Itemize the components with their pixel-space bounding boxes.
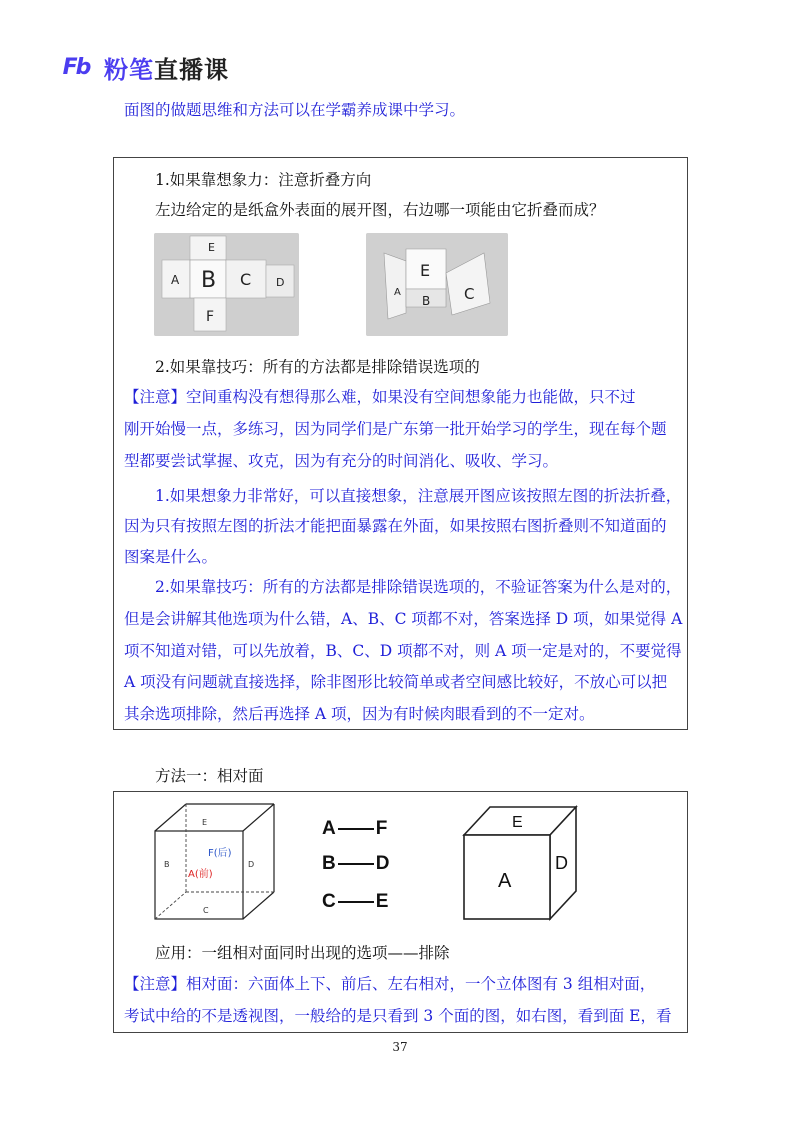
note-line-3: 型都要尝试掌握、攻克，因为有充分的时间消化、吸收、学习。 [124, 452, 559, 470]
folded-label-a: A [394, 287, 401, 298]
method-title: 方法一：相对面 [155, 767, 264, 785]
note-line-7: 2.如果靠技巧：所有的方法都是排除错误选项的，不验证答案为什么是对的， [155, 578, 682, 596]
net-drawing [154, 233, 299, 336]
folded-photo [366, 233, 508, 336]
note-line-5: 因为只有按照左图的折法才能把面暴露在外面，如果按照右图折叠则不知道面的 [124, 517, 667, 535]
logo-brand: 粉笔 [104, 55, 154, 84]
cube-label-b: B [164, 860, 170, 869]
folded-label-e: E [420, 261, 431, 280]
pair-1-connector [338, 828, 374, 830]
solid-cube [460, 803, 580, 923]
folded-label-b: B [422, 294, 431, 308]
header-logo [56, 52, 229, 82]
pair-3-b: E [375, 891, 389, 912]
pair-2-b: D [375, 853, 390, 874]
wireframe-cube [150, 800, 285, 925]
pair-3-connector [338, 901, 374, 903]
pair-row-3 [322, 891, 388, 913]
net-photo [154, 233, 299, 336]
net-label-e: E [208, 241, 215, 254]
logo-course: 直播课 [154, 55, 229, 84]
net-label-b: B [201, 268, 217, 293]
net-label-a: A [171, 273, 180, 287]
pair-3-a: C [322, 891, 336, 912]
solid-cube-label-e: E [512, 814, 523, 831]
item2-title: 2.如果靠技巧：所有的方法都是排除错误选项的 [155, 358, 480, 376]
intro-line: 面图的做题思维和方法可以在学霸养成课中学习。 [124, 101, 466, 119]
pair-row-1 [322, 818, 387, 840]
note-line-8: 但是会讲解其他选项为什么错，A、B、C 项都不对，答案选择 D 项，如果觉得 A [124, 610, 683, 628]
question-text: 左边给定的是纸盒外表面的展开图，右边哪一项能由它折叠而成？ [155, 201, 605, 219]
pair-2-connector [338, 863, 374, 865]
folded-label-c: C [464, 285, 475, 303]
box2-note-line-2: 考试中给的不是透视图，一般给的是只看到 3 个面的图，如右图，看到面 E，看 [124, 1007, 672, 1025]
note-line-6: 图案是什么。 [124, 548, 218, 566]
cube-label-a-front: A(前) [188, 869, 213, 880]
pair-1-a: A [322, 818, 336, 839]
cube-label-f-back: F(后) [208, 848, 232, 859]
cube-label-d: D [248, 860, 255, 869]
logo-title [104, 50, 229, 85]
solid-cube-label-d: D [555, 853, 568, 873]
folded-drawing [366, 233, 508, 336]
net-label-c: C [240, 270, 252, 289]
note-line-11: 其余选项排除，然后再选择 A 项，因为有时候肉眼看到的不一定对。 [124, 705, 595, 723]
note-line-9: 项不知道对错，可以先放着，B、C、D 项都不对，则 A 项一定是对的，不要觉得 [124, 642, 682, 660]
note-line-10: A 项没有问题就直接选择，除非图形比较简单或者空间感比较好，不放心可以把 [124, 673, 668, 691]
note-line-1: 【注意】空间重构没有想得那么难，如果没有空间想象能力也能做，只不过 [124, 388, 636, 406]
net-label-d: D [276, 276, 285, 289]
note-line-4: 1.如果想象力非常好，可以直接想象，注意展开图应该按照左图的折法折叠， [155, 487, 682, 505]
cube-label-e: E [202, 818, 208, 827]
box2-note-line-1: 【注意】相对面：六面体上下、前后、左右相对，一个立体图有 3 组相对面， [124, 975, 656, 993]
item1-title: 1.如果靠想象力：注意折叠方向 [155, 171, 372, 189]
application-line: 应用：一组相对面同时出现的选项——排除 [155, 944, 450, 962]
pair-row-2 [322, 853, 389, 875]
fenbi-logo-mark: Fb [62, 54, 90, 80]
page-number: 37 [392, 1040, 408, 1054]
solid-cube-label-a: A [498, 870, 512, 892]
note-line-2: 刚开始慢一点，多练习，因为同学们是广东第一批开始学习的学生，现在每个题 [124, 420, 667, 438]
net-label-f: F [206, 309, 215, 325]
pair-1-b: F [375, 818, 388, 839]
cube-label-c: C [203, 906, 209, 915]
pair-2-a: B [322, 853, 336, 874]
